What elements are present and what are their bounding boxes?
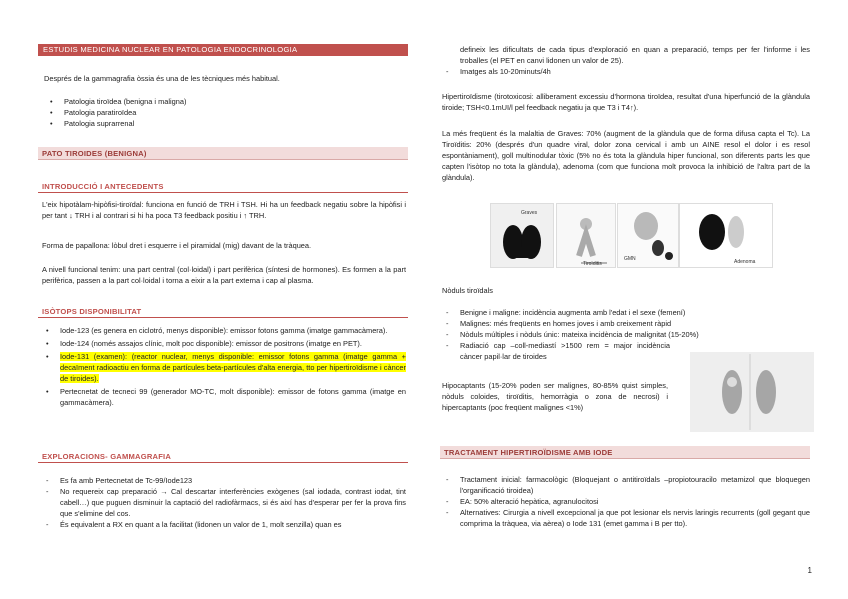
gmn-scan-image [617,203,679,268]
section-pato-tiroides: PATO TIROIDES (BENIGNA) [38,147,408,160]
list-item: - Radiació cap –coll-mediastí >1500 rem = major incidència càncer papil·lar de tiroides [440,340,670,362]
subsection-introduccio: INTRODUCCIÓ I ANTECEDENTS [38,181,408,193]
exploration-list-cont [440,44,810,77]
image-label: Graves [521,210,538,216]
list-item: - Nòduls múltiples i nòduls únic: mateixa incidència de malignitat (15-20%) [440,329,810,340]
subsection-isotops: ISÒTOPS DISPONIBILITAT [38,306,408,318]
highlighted-text: Iode-131 (examen): (reactor nuclear, menys disponible: emissor fotons gamma (imatge gamma + decaïment radioactiu en forma de partícules beta-partícules d'alta energia, tto per hipertiroïdisme i càncer de tiroides). [60,352,406,383]
list-item: - Imatges als 10-20minuts/4h [440,66,810,77]
page-number: 1 [807,566,812,575]
subsection-exploracions: EXPLORACIONS- GAMMAGRAFIA [38,451,408,463]
para-graves: La més freqüent és la malaltia de Graves: 70% (augment de la glàndula que de forma difusa capta el Tc). La Tiroïditis: 20% (després d'un quadre viral, dolor zona cervical i amb un AINE resol el dolor i es resol espontàniament), goll multinodular tòxic (5% no és tota la glàndula hiper funcional, son diferents parts les que capten l'isòtop no tota la glàndula), adenoma (com que funciona molt provoca la inhibició de l'altra part de la glàndula). [442,129,810,182]
nodules-title: Nòduls tiroïdals [442,286,493,295]
list-item: • Iode-124 (només assajos clínic, molt poc disponible): emissor de positrons (imatge en PET). [40,338,406,349]
para-papallona: Forma de papallona: lòbul dret i esquerre i el piramidal (mig) davant de la tràquea. [42,241,312,250]
adenoma-scan-image [679,203,773,268]
list-item: • Pertecnetat de tecneci 99 (generador MO-TC, molt disponible): emissor de fotons gamma (imatge en gammacàmera). [40,386,406,408]
adenoma-scan-drawing [680,204,772,267]
list-item [40,351,406,384]
para-funcional: A nivell funcional tenim: una part central (col·loidal) i part perifèrica (síntesi de hormones). Es formen a la part perifèrica, passen a la part col·loidal i torna a eixir a la part externa i cap al plasma. [42,265,406,285]
list-item: • Patologia paratiroïdea [44,107,404,118]
isotope-list [40,325,406,408]
main-header: ESTUDIS MEDICINA NUCLEAR EN PATOLOGIA ENDOCRINOLOGIA [38,44,408,56]
list-item: • Iode-123 (es genera en ciclotró, menys disponible): emissor fotons gamma (imatge gammacàmera). [40,325,406,336]
para-hipocaptants: Hipocaptants (15-20% poden ser malignes, 80-85% quist simples, nòduls coloides, tiroïditis, hemorràgia o zona de necrosi) i hipercaptants (poc freqüent malignes <1%) [442,381,668,412]
list-item: - Es fa amb Pertecnetat de Tc-99/Iode123 [40,475,406,486]
list-item: defineix les dificultats de cada tipus d'exploració en quan a preparació, temps per fer l'informe i les troballes (el PET en canvi lidonen un valor de 25). [460,45,810,65]
nodule-scan-drawing [690,352,814,432]
image-label: GMN [624,256,636,262]
image-label: Adenoma [734,259,756,265]
list-item: - Malignes: més freqüents en homes joves i amb creixement ràpid [440,318,810,329]
nodule-scan-image [690,352,814,432]
tiroiditis-scan-drawing [557,204,615,267]
list-item: - Tractament inicial: farmacològic (Bloquejant o antitiroïdals –propiotouracilo metamizol que bloquegen l'organificació tiroidea) [440,474,810,496]
pathology-list [44,96,404,129]
tiroiditis-scan-image [556,203,616,268]
list-item: - No requereix cap preparació → Cal descartar interferències exògenes (sal iodada, contrast iodat, tint cabell…) que puguen disminuir la captació del radiofàrmacs, si és així has d'esperar per fer la prova fins que s'elimine del cos. [40,486,406,519]
list-item: - Alternatives: Cirurgia a nivell excepcional ja que pot lesionar els nervis laringis recurrents (goll gegant que comprima la tràquea, via aèrea) o Iode 131 (emet gamma i B per tto). [440,507,810,529]
graves-scan-image [490,203,554,268]
list-item: - És equivalent a RX en quant a la facilitat (lidonen un valor de 1, molt senzilla) quan es [40,519,406,530]
image-label: Tiroïditis [583,261,602,267]
list-item: - EA: 50% alteració hepàtica, agranulocitosi [440,496,810,507]
list-item: • Patologia tiroïdea (benigna i maligna) [44,96,404,107]
list-item: • Patologia suprarrenal [44,118,404,129]
intro-text: Després de la gammagrafia òssia és una de les tècniques més habitual. [44,74,280,83]
para-eix: L'eix hipotàlam-hipòfisi-tiroïdal: funciona en funció de TRH i TSH. Hi ha un feedback negatiu sobre la hipòfisi i per tant ↓ TRH i al contrari si hi ha poca T3 feedback positiu i ↑ TRH. [42,200,406,220]
exploration-list [40,475,406,530]
para-hipertiroidisme: Hipertiroïdisme (tirotoxicosi: alliberament excessiu d'hormona tiroïdea, resultat d'una hiperfunció de la glàndula tiroide; TSH<0.1mUI/l pel feedback negatiu ja que T3 i T4↑). [442,92,810,112]
treatment-list [440,474,810,529]
list-item: - Benigne i maligne: incidència augmenta amb l'edat i el sexe (femení) [440,307,810,318]
section-tractament: TRACTAMENT HIPERTIROÏDISME AMB IODE [440,446,810,459]
